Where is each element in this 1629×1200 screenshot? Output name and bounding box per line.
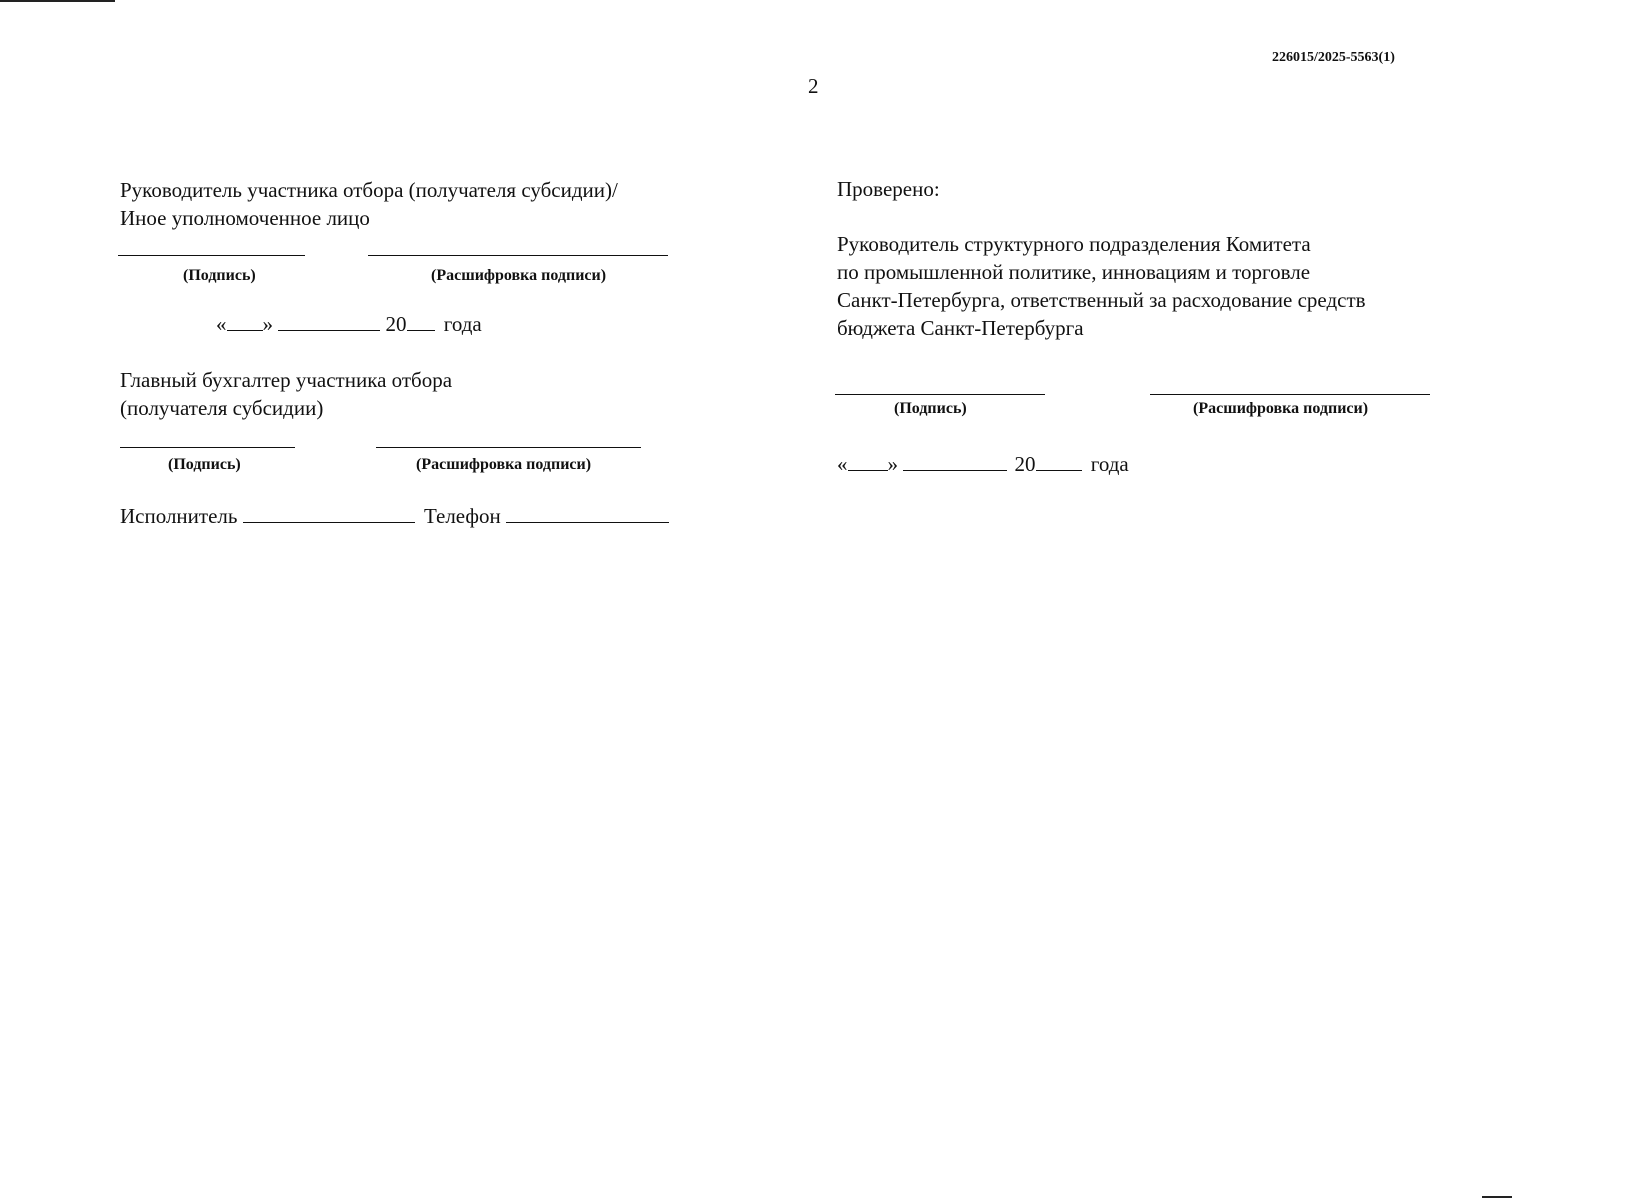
official-date-year-prefix: 20 bbox=[1014, 452, 1036, 476]
date-year-blank[interactable] bbox=[407, 310, 435, 331]
head-title bbox=[120, 176, 618, 232]
official-title-line-3: Санкт-Петербурга, ответственный за расходование средств bbox=[837, 288, 1366, 312]
official-title-line-4: бюджета Санкт-Петербурга bbox=[837, 316, 1084, 340]
head-decode-caption: (Расшифровка подписи) bbox=[431, 267, 607, 284]
official-date-line bbox=[837, 450, 1129, 478]
checked-label: Проверено: bbox=[837, 177, 940, 201]
date-year-word: года bbox=[443, 312, 482, 336]
executor-phone-row bbox=[120, 502, 669, 530]
official-title-line-2: по промышленной политике, инновациям и торговле bbox=[837, 260, 1311, 284]
head-decode-line[interactable] bbox=[368, 255, 668, 256]
accountant-title bbox=[120, 366, 452, 422]
official-signature-line[interactable] bbox=[835, 394, 1045, 395]
official-decode-caption: (Расшифровка подписи) bbox=[1193, 400, 1369, 417]
date-day-blank[interactable] bbox=[227, 310, 263, 331]
date-close-quote: » bbox=[262, 312, 273, 336]
official-title bbox=[837, 230, 1366, 342]
head-title-line-2: Иное уполномоченное лицо bbox=[120, 206, 370, 230]
official-signature-caption: (Подпись) bbox=[894, 400, 967, 417]
official-date-month-blank[interactable] bbox=[903, 450, 1007, 471]
page-number: 2 bbox=[808, 74, 819, 98]
official-date-close-quote: » bbox=[887, 452, 898, 476]
date-month-blank[interactable] bbox=[278, 310, 380, 331]
head-signature-line[interactable] bbox=[118, 255, 305, 256]
official-date-open-quote: « bbox=[837, 452, 848, 476]
phone-label: Телефон bbox=[423, 504, 501, 528]
head-title-line-1: Руководитель участника отбора (получателя субсидии)/ bbox=[120, 178, 618, 202]
executor-blank[interactable] bbox=[243, 502, 415, 523]
date-year-prefix: 20 bbox=[385, 312, 407, 336]
head-signature-caption: (Подпись) bbox=[183, 267, 256, 284]
official-date-day-blank[interactable] bbox=[848, 450, 888, 471]
accountant-signature-line[interactable] bbox=[120, 447, 295, 448]
scan-edge-mark-top bbox=[0, 0, 115, 2]
accountant-decode-line[interactable] bbox=[376, 447, 641, 448]
registration-number: 226015/2025-5563(1) bbox=[1272, 50, 1395, 65]
scan-edge-mark-bottom bbox=[1482, 1196, 1512, 1198]
accountant-decode-caption: (Расшифровка подписи) bbox=[416, 456, 592, 473]
phone-blank[interactable] bbox=[506, 502, 669, 523]
date-open-quote: « bbox=[216, 312, 227, 336]
official-date-year-word: года bbox=[1090, 452, 1129, 476]
official-decode-line[interactable] bbox=[1150, 394, 1430, 395]
executor-label: Исполнитель bbox=[120, 504, 238, 528]
accountant-title-line-2: (получателя субсидии) bbox=[120, 396, 324, 420]
official-title-line-1: Руководитель структурного подразделения Комитета bbox=[837, 232, 1311, 256]
accountant-title-line-1: Главный бухгалтер участника отбора bbox=[120, 368, 453, 392]
official-date-year-blank[interactable] bbox=[1036, 450, 1082, 471]
accountant-signature-caption: (Подпись) bbox=[168, 456, 241, 473]
head-date-line bbox=[216, 310, 482, 338]
